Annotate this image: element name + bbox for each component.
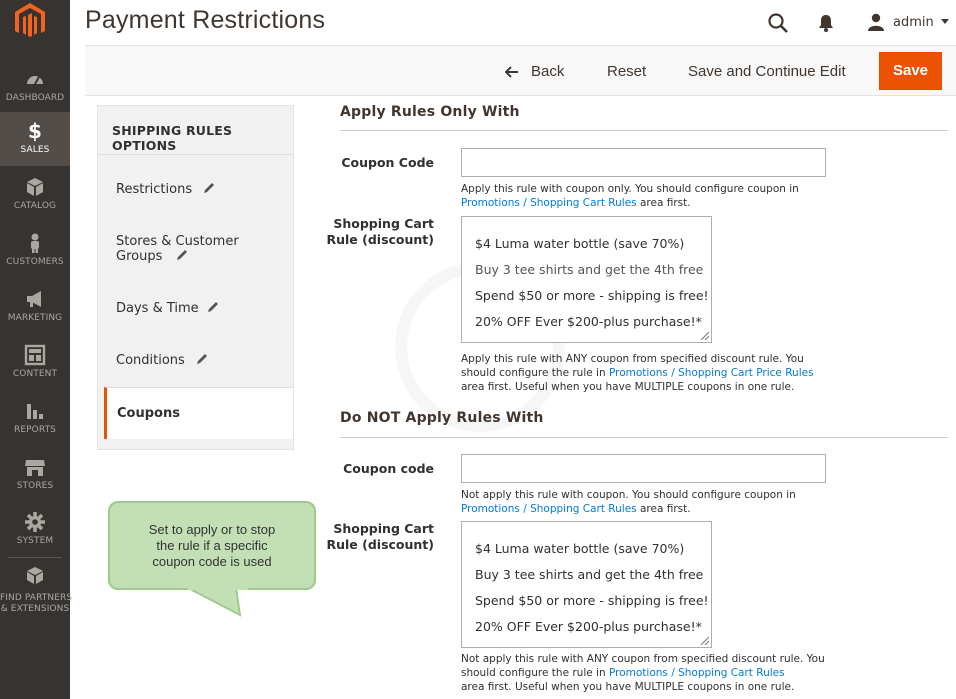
note-text: area first. bbox=[636, 503, 691, 515]
nav-item-catalog[interactable] bbox=[0, 176, 70, 220]
layout-icon bbox=[24, 344, 46, 366]
coupon-code-label: Coupon Code bbox=[341, 155, 434, 170]
rule-option[interactable]: 20% OFF Ever $200-plus purchase!* bbox=[475, 619, 702, 634]
nav-label-line2: & EXTENSIONS bbox=[0, 604, 70, 614]
note-text: Apply this rule with coupon only. You should configure coupon in bbox=[461, 183, 799, 195]
callout-line: Set to apply or to stop bbox=[148, 522, 276, 537]
nav-label: MARKETING bbox=[7, 313, 63, 323]
note-text: area first. Useful when you have MULTIPLE coupons in one rule. bbox=[461, 681, 795, 693]
pencil-icon bbox=[175, 248, 189, 262]
pencil-icon bbox=[195, 352, 209, 366]
back-button[interactable] bbox=[505, 63, 564, 80]
note-text: should configure the rule in bbox=[461, 367, 609, 379]
rule-option[interactable]: Buy 3 tee shirts and get the 4th free bbox=[475, 567, 704, 582]
coupon-code-note bbox=[461, 488, 831, 516]
magento-logo-icon[interactable] bbox=[13, 2, 47, 40]
tabs-title: SHIPPING RULES OPTIONS bbox=[112, 123, 233, 153]
nav-item-reports[interactable] bbox=[0, 400, 70, 444]
dollar-icon: $ bbox=[28, 119, 42, 143]
nav-item-marketing[interactable] bbox=[0, 288, 70, 332]
coupon-code-note bbox=[461, 182, 831, 210]
coupon-code-input[interactable] bbox=[461, 148, 826, 177]
callout-bubble bbox=[108, 501, 316, 590]
promotions-link[interactable]: Promotions / Shopping Cart Rules bbox=[461, 197, 637, 209]
section-title-not-apply: Do NOT Apply Rules With bbox=[340, 410, 544, 426]
user-icon bbox=[866, 12, 886, 32]
pencil-icon bbox=[202, 181, 216, 195]
shopping-cart-rule-note bbox=[461, 352, 831, 394]
tab-label: Days & Time bbox=[116, 301, 199, 316]
save-and-continue-button[interactable]: Save and Continue Edit bbox=[688, 63, 846, 80]
reset-button[interactable]: Reset bbox=[607, 63, 647, 80]
rule-option[interactable]: Buy 3 tee shirts and get the 4th free bbox=[475, 262, 704, 277]
tab-label: Restrictions bbox=[116, 182, 193, 197]
label-line: Shopping Cart bbox=[333, 521, 434, 536]
nav-item-sales[interactable] bbox=[0, 112, 70, 166]
nav-label: SALES bbox=[20, 145, 50, 155]
callout-line: the rule if a specific bbox=[156, 538, 268, 553]
tab-days-time[interactable] bbox=[98, 284, 293, 336]
nav-label: STORES bbox=[16, 481, 54, 491]
admin-sidebar bbox=[0, 0, 73, 699]
person-icon bbox=[24, 232, 46, 254]
shopping-cart-rule-note bbox=[461, 652, 831, 694]
megaphone-icon bbox=[24, 288, 46, 310]
section-title-apply: Apply Rules Only With bbox=[340, 104, 520, 120]
coupon-code-input[interactable] bbox=[461, 454, 826, 483]
tab-label-line2: Groups bbox=[116, 249, 163, 264]
boxes-icon bbox=[24, 566, 46, 588]
nav-item-content[interactable] bbox=[0, 344, 70, 388]
nav-label: CONTENT bbox=[12, 369, 58, 379]
store-icon bbox=[24, 456, 46, 478]
nav-item-system[interactable] bbox=[0, 511, 70, 555]
nav-label: FIND PARTNERS bbox=[0, 593, 73, 603]
nav-label: SYSTEM bbox=[16, 536, 54, 546]
rule-option[interactable]: $4 Luma water bottle (save 70%) bbox=[475, 541, 685, 556]
bell-icon[interactable] bbox=[817, 13, 835, 33]
nav-item-customers[interactable] bbox=[0, 232, 70, 276]
search-icon[interactable] bbox=[767, 12, 789, 34]
label-line: Rule (discount) bbox=[326, 537, 434, 552]
note-text: Not apply this rule with ANY coupon from specified discount rule. You bbox=[461, 653, 825, 665]
page-actions-bar bbox=[85, 45, 956, 96]
tab-coupons[interactable] bbox=[104, 387, 293, 439]
save-button[interactable]: Save bbox=[879, 52, 942, 90]
nav-divider bbox=[8, 557, 62, 558]
shopping-cart-rule-multiselect[interactable] bbox=[461, 521, 712, 648]
rule-option[interactable]: 20% OFF Ever $200-plus purchase!* bbox=[475, 314, 702, 329]
tab-label: Stores & Customer bbox=[116, 234, 239, 249]
promotions-link[interactable]: Promotions / Shopping Cart Price Rules bbox=[608, 367, 814, 379]
tab-label: Coupons bbox=[117, 406, 180, 421]
shopping-cart-rule-label bbox=[320, 216, 434, 248]
resize-handle-icon[interactable] bbox=[701, 637, 709, 645]
resize-handle-icon[interactable] bbox=[701, 332, 709, 340]
user-name: admin bbox=[893, 14, 934, 30]
cube-icon bbox=[24, 176, 46, 198]
arrow-left-icon bbox=[505, 66, 519, 78]
note-text: area first. Useful when you have MULTIPLE coupons in one rule. bbox=[461, 381, 795, 393]
label-line: Shopping Cart bbox=[333, 216, 434, 231]
tab-restrictions[interactable] bbox=[98, 154, 293, 206]
callout-tail bbox=[188, 585, 248, 617]
pencil-icon bbox=[206, 300, 220, 314]
coupon-code-label: Coupon code bbox=[343, 461, 434, 476]
callout-text bbox=[110, 522, 314, 570]
note-text: should configure the rule in bbox=[461, 667, 609, 679]
nav-label: CATALOG bbox=[13, 201, 57, 211]
shipping-rules-tabs bbox=[97, 105, 294, 450]
callout-line: coupon code is used bbox=[152, 554, 272, 569]
promotions-link[interactable]: Promotions / Shopping Cart Rules bbox=[461, 503, 637, 515]
tab-stores-customer-groups[interactable] bbox=[98, 206, 293, 284]
note-text: Apply this rule with ANY coupon from specified discount rule. You bbox=[461, 353, 804, 365]
gear-icon bbox=[24, 511, 46, 533]
tab-conditions[interactable] bbox=[98, 336, 293, 388]
note-text: Not apply this rule with coupon. You should configure coupon in bbox=[461, 489, 796, 501]
page-title: Payment Restrictions bbox=[85, 6, 326, 34]
section-divider bbox=[340, 437, 948, 438]
rule-option[interactable]: Spend $50 or more - shipping is free! bbox=[475, 288, 709, 303]
nav-item-find-partners[interactable] bbox=[0, 566, 73, 616]
tab-label: Conditions bbox=[116, 353, 185, 368]
nav-item-stores[interactable] bbox=[0, 456, 70, 500]
shopping-cart-rule-label bbox=[320, 521, 434, 553]
nav-label: DASHBOARD bbox=[5, 93, 65, 103]
note-text: area first. bbox=[636, 197, 691, 209]
shopping-cart-rule-multiselect[interactable] bbox=[461, 216, 712, 343]
dashboard-icon bbox=[24, 68, 46, 90]
nav-item-dashboard[interactable] bbox=[0, 68, 70, 112]
rule-option[interactable]: Spend $50 or more - shipping is free! bbox=[475, 593, 709, 608]
section-divider bbox=[340, 130, 948, 131]
back-label: Back bbox=[531, 63, 565, 80]
nav-label: REPORTS bbox=[14, 425, 56, 435]
chevron-down-icon bbox=[941, 19, 949, 25]
nav-label: CUSTOMERS bbox=[6, 257, 64, 267]
promotions-link[interactable]: Promotions / Shopping Cart Rules bbox=[608, 667, 785, 679]
user-menu[interactable] bbox=[866, 12, 949, 32]
bar-chart-icon bbox=[24, 400, 46, 422]
label-line: Rule (discount) bbox=[326, 232, 434, 247]
rule-option[interactable]: $4 Luma water bottle (save 70%) bbox=[475, 236, 685, 251]
